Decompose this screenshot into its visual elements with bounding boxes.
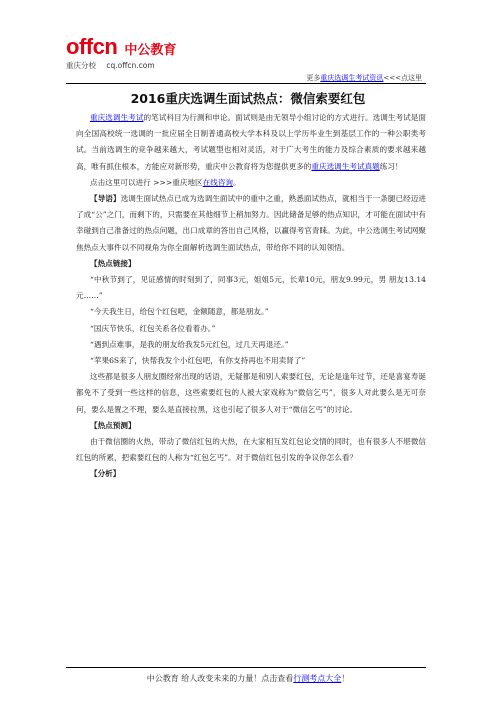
- words-paragraph: 这些都是很多人朋友圈经常出现的话语，无疑都是和别人索要红包，无论是逢年过节，还是喜宴寿诞都免不了受到一些这样的信息，这些索要红包的人被大家戏称为“微信乞丐”，很多人对此要么是无可奈何，要么是置之不理，要么是直接拉黑，这也引起了很多人对于“微信乞丐”的讨论。: [76, 372, 426, 414]
- predict-heading: [76, 418, 426, 434]
- page-header: [0, 0, 496, 88]
- more-info-link-line: [306, 73, 422, 83]
- offcn-logo[interactable]: [66, 36, 206, 72]
- intro-text: 的笔试科目为行测和申论。面试则是由无领导小组讨论的方式进行。选调生考试是面向全国高校统一选调的一批应届全日制普通高校大学本科及以上学历毕业生到基层工作的一种公职类考试。当前选调生的竞争越来越大，考试题型也相对灵活，对于广大考生的能力及综合素质的要求越来越高，唯有抓住根本，方能应对新形势，重庆中公教育将为您提供更多的: [76, 113, 427, 171]
- footer-end: ！: [341, 674, 350, 683]
- branch-name: 重庆分校: [66, 61, 96, 70]
- intro-paragraph: [76, 110, 426, 175]
- quote-4: “遇到点难事，是我的朋友给我发5元红包，过几天再退还。”: [90, 339, 289, 349]
- header-divider: [66, 83, 426, 84]
- logo-subline: [66, 60, 206, 71]
- footer-text: 中公教育 给人改变未来的力量！点击查看: [146, 674, 294, 683]
- page-footer: [0, 673, 496, 684]
- intro-exam-link[interactable]: 重庆选调生考试: [90, 113, 144, 122]
- article-body: [76, 110, 426, 483]
- more-info-link[interactable]: 重庆选调生考试资讯: [320, 74, 384, 82]
- page-title: 2016重庆选调生面试热点：微信索要红包: [130, 91, 366, 106]
- consult-paragraph: [76, 175, 426, 191]
- intro-end: 练习！: [379, 161, 403, 171]
- quote-3: “国庆节快乐，红包关系各位看着办。”: [90, 323, 216, 333]
- quote-1: “中秋节到了，见证感情的时刻到了，同事3元，姐姐5元，长辈10元，朋友9.99元，男 朋友13.14元……”: [76, 275, 426, 301]
- more-prefix: 更多: [306, 74, 321, 82]
- hot-link-tag: 【热点链接】: [90, 258, 136, 268]
- quote-5: “苹果6S来了，快帮我发个小红包吧，有你支持再也不用卖肾了”: [90, 356, 306, 366]
- guide-tag: 【导语】: [90, 194, 121, 204]
- predict-tag: 【热点预测】: [90, 420, 136, 430]
- guide-paragraph: [76, 191, 426, 256]
- predict-paragraph: 由于微信圈的火热，带动了微信红包的大热，在大家相互发红包论交情的同时，也有很多人不堪微信红包的所累，把索要红包的人称为“红包乞丐”。对于微信红包引发的争议你怎么看？: [76, 437, 426, 463]
- online-consult-link[interactable]: 在线咨询: [202, 177, 234, 187]
- site-url: cq.offcn.com: [106, 61, 155, 70]
- analysis-heading: [76, 466, 426, 482]
- footer-link[interactable]: 行测考点大全: [293, 674, 342, 683]
- quote-2: “今天我生日，给包个红包吧，金额随意，都是朋友。”: [90, 307, 269, 317]
- guide-text: 选调生面试热点已成为选调生面试中的重中之重，熟悉面试热点，就相当于一条腿已经迈进了成“公”之门，而剩下的，只需要在其他细节上稍加努力。因此储备足够的热点知识，才可能在面试中有幸碰到自己准备过的热点问题，出口成章的答出自己风格，以赢得考官青睐。为此，中公选调生考试网聚焦热点大事件以不同视角为你全面解析选调生面试热点，带给你不同的认知领悟。: [76, 194, 427, 252]
- logo-offcn-text: offcn: [66, 34, 118, 59]
- footer-divider: [66, 667, 426, 668]
- past-papers-link[interactable]: 重庆选调生考试真题: [311, 161, 380, 171]
- analysis-tag: 【分析】: [90, 469, 121, 479]
- consult-prefix: 点击这里可以进行 >>>重庆地区: [90, 177, 203, 187]
- hot-link-heading: [76, 256, 426, 272]
- consult-end: 。: [233, 177, 241, 187]
- more-suffix: <<<点这里: [383, 74, 422, 82]
- logo-cn-text: 中公教育: [124, 43, 177, 58]
